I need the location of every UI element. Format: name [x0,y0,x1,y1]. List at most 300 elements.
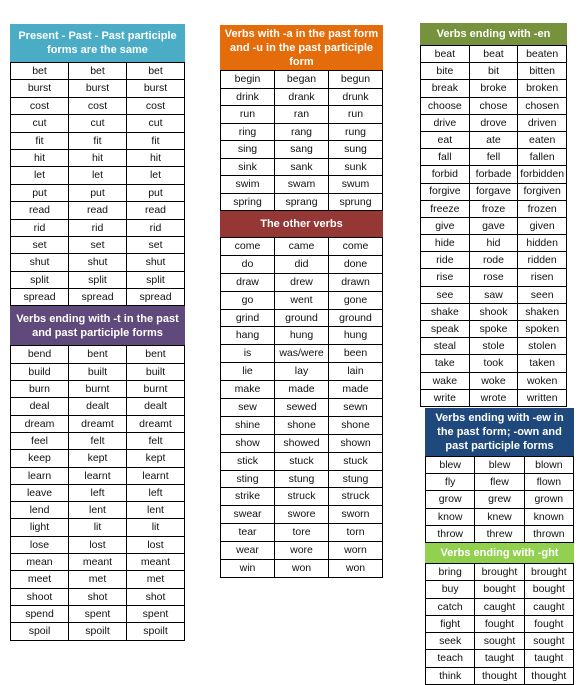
past-form-cell: lost [69,536,127,553]
past-participle-cell: ridden [518,252,567,269]
verb-row [221,309,383,327]
past-form-cell: forgave [469,183,518,200]
base-form-cell: dream [11,415,69,432]
verb-row [11,363,185,380]
verb-row [221,506,383,524]
base-form-cell: go [221,291,275,309]
past-form-cell: dreamt [69,415,127,432]
past-participle-cell: sought [524,633,573,650]
verb-row [11,623,185,640]
past-participle-cell: stung [329,470,383,488]
past-participle-cell: taken [518,355,567,372]
past-form-cell: swore [275,506,329,524]
verb-row [221,71,383,89]
past-form-cell: spoilt [69,623,127,640]
verb-row [221,255,383,273]
verb-row [221,158,383,176]
verb-row [421,183,567,200]
verb-row [421,321,567,338]
past-participle-cell: hidden [518,235,567,252]
past-form-cell: burst [69,80,127,97]
past-participle-cell: left [127,484,185,501]
past-participle-cell: risen [518,269,567,286]
past-participle-cell: gone [329,291,383,309]
past-participle-cell: seen [518,286,567,303]
base-form-cell: give [421,217,470,234]
past-form-cell: bought [475,581,524,598]
section-t-ending-header: Verbs ending with -t in the past and past participle forms [10,306,185,345]
past-form-cell: kept [69,450,127,467]
verb-row [11,271,185,288]
verb-row [11,467,185,484]
past-participle-cell: bitten [518,63,567,80]
past-form-cell: bet [69,63,127,80]
verb-row [11,80,185,97]
past-participle-cell: caught [524,598,573,615]
past-participle-cell: cost [127,97,185,114]
verb-row [221,193,383,211]
past-form-cell: read [69,202,127,219]
column-middle [220,25,383,578]
past-participle-cell: thrown [524,525,573,542]
past-form-cell: froze [469,200,518,217]
past-participle-cell: broken [518,80,567,97]
past-form-cell: felt [69,432,127,449]
past-form-cell: threw [475,525,524,542]
base-form-cell: break [421,80,470,97]
base-form-cell: ring [221,123,275,141]
past-participle-cell: bet [127,63,185,80]
past-form-cell: stole [469,338,518,355]
base-form-cell: buy [426,581,475,598]
past-participle-cell: sworn [329,506,383,524]
base-form-cell: keep [11,450,69,467]
base-form-cell: fall [421,149,470,166]
base-form-cell: do [221,255,275,273]
verb-row [421,63,567,80]
past-participle-cell: swum [329,176,383,194]
base-form-cell: begin [221,71,275,89]
base-form-cell: strike [221,488,275,506]
base-form-cell: hide [421,235,470,252]
past-form-cell: won [275,560,329,578]
verb-row [11,398,185,415]
verb-row [221,381,383,399]
base-form-cell: spoil [11,623,69,640]
base-form-cell: rid [11,219,69,236]
verb-row [11,202,185,219]
past-participle-cell: split [127,271,185,288]
base-form-cell: fly [426,474,475,491]
past-participle-cell: burnt [127,381,185,398]
past-participle-cell: shot [127,588,185,605]
past-participle-cell: run [329,106,383,124]
past-participle-cell: drunk [329,88,383,106]
verb-row [11,571,185,588]
past-participle-cell: given [518,217,567,234]
verb-row [11,63,185,80]
verb-row [221,524,383,542]
past-participle-cell: learnt [127,467,185,484]
verb-row [11,536,185,553]
past-form-cell: took [469,355,518,372]
past-participle-cell: hung [329,327,383,345]
base-form-cell: ride [421,252,470,269]
past-form-cell: went [275,291,329,309]
past-form-cell: woke [469,372,518,389]
section-a-u-table [220,70,383,211]
base-form-cell: feel [11,432,69,449]
verb-row [421,97,567,114]
past-participle-cell: bought [524,581,573,598]
verb-row [421,131,567,148]
verb-row [421,338,567,355]
past-form-cell: rode [469,252,518,269]
past-participle-cell: lain [329,363,383,381]
past-participle-cell: rung [329,123,383,141]
base-form-cell: cost [11,97,69,114]
base-form-cell: set [11,236,69,253]
base-form-cell: put [11,184,69,201]
past-form-cell: lay [275,363,329,381]
verb-row [221,106,383,124]
verb-row [421,149,567,166]
past-form-cell: shone [275,416,329,434]
verb-row [221,399,383,417]
section-other-header: The other verbs [220,211,383,237]
past-form-cell: stuck [275,452,329,470]
past-participle-cell: bent [127,346,185,363]
past-form-cell: met [69,571,127,588]
past-participle-cell: grown [524,491,573,508]
past-form-cell: hung [275,327,329,345]
past-form-cell: ground [275,309,329,327]
base-form-cell: mean [11,554,69,571]
past-form-cell: put [69,184,127,201]
past-form-cell: fell [469,149,518,166]
base-form-cell: run [221,106,275,124]
past-participle-cell: thought [524,667,573,684]
base-form-cell: forbid [421,166,470,183]
base-form-cell: light [11,519,69,536]
base-form-cell: learn [11,467,69,484]
base-form-cell: grind [221,309,275,327]
base-form-cell: leave [11,484,69,501]
past-participle-cell: won [329,560,383,578]
verb-row [11,519,185,536]
verb-row [426,650,574,667]
verb-row [221,470,383,488]
verb-row [11,450,185,467]
past-participle-cell: lit [127,519,185,536]
base-form-cell: shine [221,416,275,434]
base-form-cell: bet [11,63,69,80]
base-form-cell: stick [221,452,275,470]
base-form-cell: win [221,560,275,578]
past-participle-cell: sewn [329,399,383,417]
past-participle-cell: written [518,389,567,406]
base-form-cell: come [221,238,275,256]
past-participle-cell: built [127,363,185,380]
verb-row [221,434,383,452]
past-form-cell: hit [69,149,127,166]
verb-row [421,303,567,320]
past-form-cell: sprang [275,193,329,211]
past-form-cell: built [69,363,127,380]
verb-row [421,389,567,406]
base-form-cell: read [11,202,69,219]
verb-row [11,132,185,149]
verb-row [426,615,574,632]
past-participle-cell: stuck [329,452,383,470]
past-form-cell: sought [475,633,524,650]
section-en-header: Verbs ending with -en [420,23,567,45]
base-form-cell: eat [421,131,470,148]
past-form-cell: rid [69,219,127,236]
base-form-cell: seek [426,633,475,650]
past-form-cell: spent [69,605,127,622]
section-other-table [220,237,383,578]
past-form-cell: hid [469,235,518,252]
past-participle-cell: fit [127,132,185,149]
base-form-cell: take [421,355,470,372]
past-form-cell: drew [275,273,329,291]
past-participle-cell: drawn [329,273,383,291]
past-form-cell: wore [275,542,329,560]
verb-row [11,236,185,253]
past-form-cell: dealt [69,398,127,415]
past-participle-cell: spent [127,605,185,622]
verb-row [11,115,185,132]
column-right-bottom [425,408,574,685]
past-form-cell: split [69,271,127,288]
past-form-cell: did [275,255,329,273]
verb-row [221,345,383,363]
verb-row [11,415,185,432]
past-participle-cell: flown [524,474,573,491]
past-participle-cell: frozen [518,200,567,217]
base-form-cell: write [421,389,470,406]
base-form-cell: choose [421,97,470,114]
verb-row [11,289,185,306]
verb-row [421,235,567,252]
verb-row [221,327,383,345]
base-form-cell: drive [421,114,470,131]
verb-row [11,167,185,184]
base-form-cell: sew [221,399,275,417]
past-participle-cell: brought [524,563,573,580]
base-form-cell: sing [221,141,275,159]
past-form-cell: shook [469,303,518,320]
past-participle-cell: fallen [518,149,567,166]
past-participle-cell: set [127,236,185,253]
past-form-cell: gave [469,217,518,234]
base-form-cell: spring [221,193,275,211]
verb-row [221,176,383,194]
past-form-cell: bent [69,346,127,363]
base-form-cell: sink [221,158,275,176]
verb-row [221,88,383,106]
base-form-cell: tear [221,524,275,542]
past-form-cell: caught [475,598,524,615]
verb-row [11,254,185,271]
past-form-cell: drank [275,88,329,106]
base-form-cell: hang [221,327,275,345]
past-form-cell: rose [469,269,518,286]
past-form-cell: bit [469,63,518,80]
base-form-cell: deal [11,398,69,415]
past-participle-cell: shut [127,254,185,271]
base-form-cell: bring [426,563,475,580]
past-form-cell: stung [275,470,329,488]
verb-row [426,525,574,542]
past-form-cell: sank [275,158,329,176]
past-participle-cell: ground [329,309,383,327]
base-form-cell: shoot [11,588,69,605]
past-form-cell: ran [275,106,329,124]
past-form-cell: learnt [69,467,127,484]
base-form-cell: teach [426,650,475,667]
verb-row [221,238,383,256]
past-participle-cell: meant [127,554,185,571]
base-form-cell: hit [11,149,69,166]
past-participle-cell: forbidden [518,166,567,183]
base-form-cell: catch [426,598,475,615]
past-participle-cell: read [127,202,185,219]
verb-row [426,474,574,491]
past-participle-cell: lent [127,502,185,519]
section-ght-table [425,563,574,685]
base-form-cell: swear [221,506,275,524]
past-form-cell: saw [469,286,518,303]
past-participle-cell: struck [329,488,383,506]
past-form-cell: knew [475,508,524,525]
verb-row [221,488,383,506]
past-form-cell: ate [469,131,518,148]
past-form-cell: beat [469,46,518,63]
past-form-cell: left [69,484,127,501]
verb-row [421,372,567,389]
verb-row [11,554,185,571]
past-form-cell: tore [275,524,329,542]
past-participle-cell: chosen [518,97,567,114]
past-participle-cell: sprung [329,193,383,211]
base-form-cell: burn [11,381,69,398]
verb-row [221,416,383,434]
verb-row [421,166,567,183]
past-form-cell: broke [469,80,518,97]
past-participle-cell: driven [518,114,567,131]
verb-row [421,269,567,286]
base-form-cell: lend [11,502,69,519]
past-participle-cell: blown [524,457,573,474]
past-participle-cell: beaten [518,46,567,63]
base-form-cell: grow [426,491,475,508]
past-participle-cell: come [329,238,383,256]
base-form-cell: lie [221,363,275,381]
base-form-cell: bend [11,346,69,363]
verb-row [426,508,574,525]
base-form-cell: lose [11,536,69,553]
verb-row [421,46,567,63]
verb-row [421,286,567,303]
verb-row [221,363,383,381]
verb-row [11,502,185,519]
verb-row [11,484,185,501]
base-form-cell: shake [421,303,470,320]
past-form-cell: chose [469,97,518,114]
past-participle-cell: done [329,255,383,273]
past-participle-cell: fought [524,615,573,632]
base-form-cell: steal [421,338,470,355]
past-form-cell: drove [469,114,518,131]
base-form-cell: freeze [421,200,470,217]
past-form-cell: fought [475,615,524,632]
base-form-cell: spend [11,605,69,622]
past-participle-cell: hit [127,149,185,166]
section-same-forms-header: Present - Past - Past participle forms are the same [10,24,185,62]
past-participle-cell: forgiven [518,183,567,200]
base-form-cell: forgive [421,183,470,200]
past-form-cell: blew [475,457,524,474]
past-form-cell: made [275,381,329,399]
past-form-cell: taught [475,650,524,667]
base-form-cell: throw [426,525,475,542]
past-form-cell: sang [275,141,329,159]
past-participle-cell: torn [329,524,383,542]
past-form-cell: swam [275,176,329,194]
verb-row [11,184,185,201]
past-participle-cell: cut [127,115,185,132]
past-form-cell: was/were [275,345,329,363]
base-form-cell: build [11,363,69,380]
past-participle-cell: worn [329,542,383,560]
base-form-cell: spread [11,289,69,306]
base-form-cell: rise [421,269,470,286]
column-right-top [420,23,567,407]
base-form-cell: see [421,286,470,303]
verb-row [421,217,567,234]
verb-row [421,252,567,269]
past-form-cell: fit [69,132,127,149]
past-participle-cell: spoilt [127,623,185,640]
base-form-cell: fit [11,132,69,149]
past-participle-cell: felt [127,432,185,449]
base-form-cell: show [221,434,275,452]
base-form-cell: burst [11,80,69,97]
verb-row [426,667,574,684]
base-form-cell: cut [11,115,69,132]
section-en-table [420,45,567,407]
past-participle-cell: sung [329,141,383,159]
past-participle-cell: spread [127,289,185,306]
verb-row [11,219,185,236]
past-participle-cell: shaken [518,303,567,320]
past-form-cell: sewed [275,399,329,417]
past-form-cell: lit [69,519,127,536]
base-form-cell: is [221,345,275,363]
base-form-cell: meet [11,571,69,588]
past-participle-cell: dealt [127,398,185,415]
base-form-cell: wake [421,372,470,389]
past-form-cell: flew [475,474,524,491]
past-participle-cell: lost [127,536,185,553]
past-form-cell: spread [69,289,127,306]
verb-row [221,273,383,291]
column-left [10,24,185,641]
past-form-cell: grew [475,491,524,508]
past-form-cell: shut [69,254,127,271]
